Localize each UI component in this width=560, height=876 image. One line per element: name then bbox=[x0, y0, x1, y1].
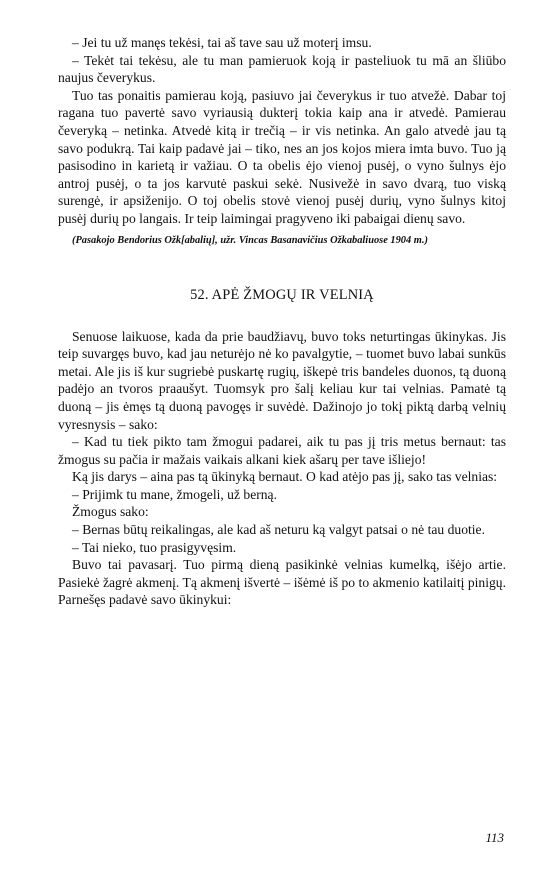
dialogue-paragraph: – Prijimk tu mane, žmogeli, už berną. bbox=[72, 486, 277, 502]
story-paragraph: Buvo tai pavasarį. Tuo pirmą dieną pasikinkė velnias kumelką, išėjo artie. Pasiekė žagrė akmenį. Tą akmenį išvertė – išėmė iš po to akmenio katilaitį pinigų. Parnešęs padavė savo ūkinykui: bbox=[58, 557, 506, 608]
page-number: 113 bbox=[485, 830, 504, 845]
book-page bbox=[58, 34, 506, 609]
dialogue-paragraph: – Kad tu tiek pikto tam žmogui padarei, aik tu pas jį tris metus bernaut: tas žmogus su pačia ir mažais vaikais alkani kiek ašarų per tave išliejo! bbox=[58, 434, 506, 467]
story-paragraph: Žmogus sako: bbox=[72, 504, 149, 520]
story-paragraph: Tuo tas ponaitis pamierau koją, pasiuvo jai čeverykus ir tuo atvežė. Dabar toj ragana tuo pavertė savo vyriausią dukterį tokia kaip ana ir atvedė. Pamierau čeveryką – netinka. Atvedė kitą ir trečią – ir vis netinka. An galo atvedė jau tą savo podukrą. Tai kaip padavė jai – tiko, nes an jos kojos miera imta buvo. Tuo ją pasisodino in karietą ir važiau. O ta obelis ėjo vienoj pusėj, o vyno šulnys ėjo antroj pusėj, o ta jos karvutė paskui sekė. Nusivežė in savo dvarą, tuo viską surengė, ir apsiženijo. O toj obelis stovė vienoj pusėj durių, vyno šulnys kitoj pusėj durių po langais. Ir teip laimingai pragyveno iki pabaigai dienų savo. bbox=[58, 87, 506, 226]
source-note: (Pasakojo Bendorius Ožk[abalių], užr. Vincas Basanavičius Ožkabaliuose 1904 m.) bbox=[72, 234, 428, 246]
dialogue-paragraph: – Bernas būtų reikalingas, ale kad aš neturu ką valgyt patsai o nė tau duotie. bbox=[72, 522, 485, 538]
dialogue-paragraph: – Jei tu už manęs tekėsi, tai aš tave sau už moterį imsu. bbox=[72, 35, 372, 50]
dialogue-paragraph: – Tekėt tai tekėsu, ale tu man pamieruok koją ir pasteliuok tu mā an šliūbo naujus čeverykus. bbox=[58, 52, 506, 86]
chapter-title: 52. APĖ ŽMOGŲ IR VELNIĄ bbox=[190, 286, 374, 303]
story-paragraph: Ką jis darys – aina pas tą ūkinyką bernaut. O kad atėjo pas jį, sako tas velnias: bbox=[72, 469, 498, 485]
story-paragraph: Senuose laikuose, kada da prie baudžiavų, buvo toks neturtingas ūkinykas. Jis teip suvargęs buvo, kad jau neturėjo nė ko pavalgytie, – tuomet buvo labai sunkūs metai. Ale jis iš kur sugriebė puskartę rugių, iškepė tris bandeles duonos, tą duoną padėjo an tvoros praaušyt. Tuomsyk pro šalį keliau kur tai velnias. Pamatė tą duoną – jis ėmęs tą duoną pavogęs ir suvėdė. Dažinojo jo tokį piktą darbą velnių vyresnysis – sako: bbox=[58, 328, 506, 432]
dialogue-paragraph: – Tai nieko, tuo prasigyvęsim. bbox=[72, 539, 237, 555]
